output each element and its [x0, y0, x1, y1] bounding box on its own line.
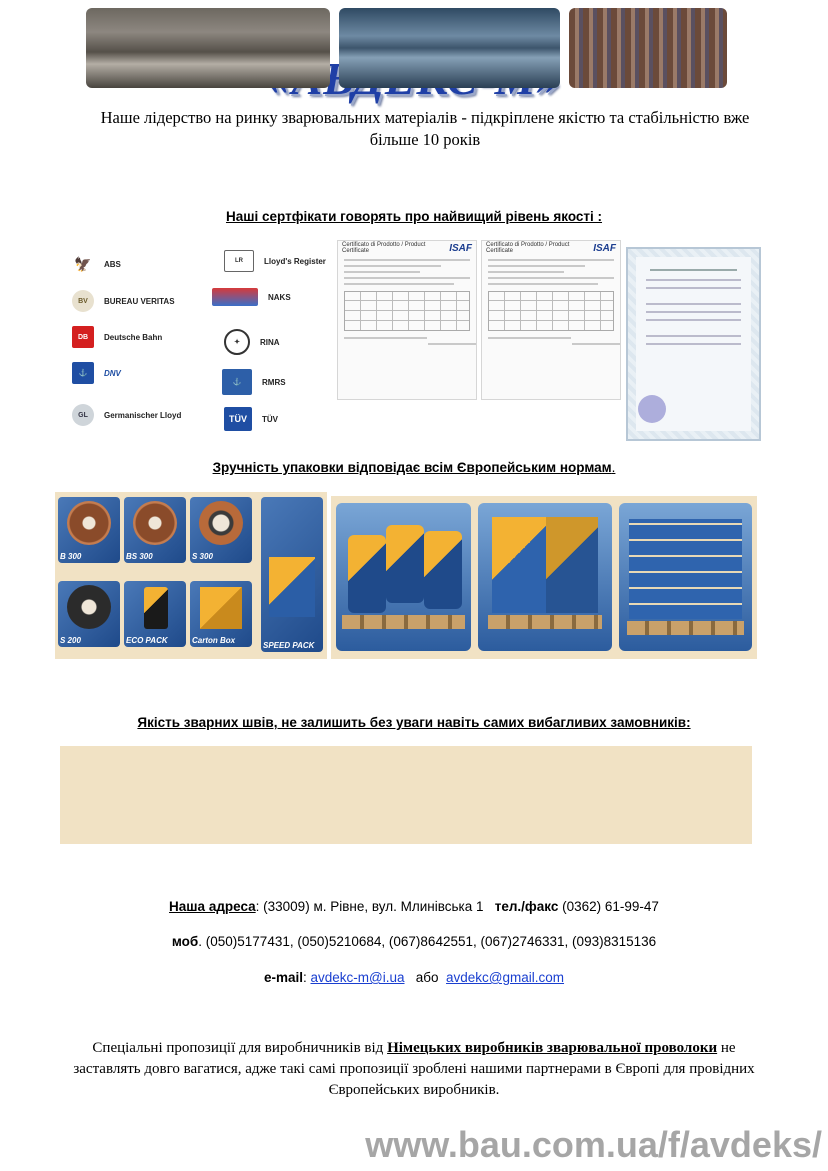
cert-title: Certificato di Prodotto / Product Certificate [342, 242, 426, 254]
mobile-line: моб. (050)5177431, (050)5210684, (067)8642551, (067)2746331, (093)8315136 [171, 934, 657, 949]
product-certificate-2 [481, 240, 621, 400]
conformity-certificate [626, 247, 761, 441]
gl-icon: GL [72, 404, 94, 426]
logo-lloyds-register [224, 250, 326, 272]
logo-label: Germanischer Lloyd [104, 410, 182, 420]
logo-rina [224, 329, 280, 355]
weld-photo-1 [86, 8, 330, 88]
eco-pack-pallet-photo [336, 503, 471, 651]
certificates-heading: Наші сертфікати говорять про найвищий рівень якості : [225, 209, 603, 224]
welds-heading: Якість зварних швів, не залишить без уваги навіть самих вибагливих замовників: [137, 715, 691, 730]
logo-label: Deutsche Bahn [104, 332, 163, 342]
naks-icon [212, 288, 258, 306]
email-line: e-mail: avdekc-m@i.ua або avdekc@gmail.com [263, 970, 565, 985]
logo-label: ABS [104, 259, 121, 269]
eagle-icon: 🦅 [74, 255, 92, 272]
logo-label: RINA [260, 337, 280, 347]
pack-s200: S 200 [58, 581, 120, 647]
stamp-seal [638, 395, 666, 423]
logo-abs [72, 253, 121, 275]
speed-pack-pallet-photo [478, 503, 612, 651]
isaf-logo: ISAF [449, 242, 472, 254]
logo-label: Lloyd's Register [264, 256, 326, 266]
logo-deutsche-bahn [72, 326, 162, 348]
weld-photo-2 [339, 8, 560, 88]
address-line: Наша адреса: (33009) м. Рівне, вул. Млинівська 1 тел./факс (0362) 61-99-47 [169, 899, 659, 914]
tagline: Наше лідерство на ринку зварювальних матеріалів - підкріплене якістю та стабільністю вже більше 10 років [100, 108, 750, 149]
bureau-veritas-icon: BV [72, 290, 94, 312]
logo-bureau-veritas [72, 290, 175, 312]
logo-label: RMRS [262, 377, 286, 387]
isaf-logo: ISAF [593, 242, 616, 254]
logo-dnv [72, 362, 121, 384]
pack-b300: B 300 [58, 497, 120, 563]
weld-photo-3 [569, 8, 727, 88]
site-url[interactable]: www.bau.com.ua/f/avdeks/ [365, 1124, 822, 1165]
pack-s300: S 300 [190, 497, 252, 563]
email-link-2[interactable]: avdekc@gmail.com [446, 970, 565, 985]
packaging-heading: Зручність упаковки відповідає всім Європейським нормам. [212, 460, 616, 475]
logo-label: NAKS [268, 292, 291, 302]
weld-panel [60, 746, 752, 844]
logo-label: BUREAU VERITAS [104, 296, 175, 306]
special-offer: Спеціальні пропозиції для виробничників від Німецьких виробників зварювальної проволоки не заставлять довго вагатися, адже такі самі пропозиції зроблені нашими партнерами в Європі для провідних Європейських виробників. [73, 1040, 755, 1098]
pack-eco: ECO PACK [124, 581, 186, 647]
cert-title: Certificato di Prodotto / Product Certificate [486, 242, 570, 254]
logo-germanischer-lloyd [72, 404, 181, 426]
pack-speed-pack: SPEED PACK [261, 497, 323, 652]
tuv-icon: TÜV [224, 407, 252, 431]
pack-carton-box: Carton Box [190, 581, 252, 647]
logo-label: DNV [104, 368, 121, 378]
product-certificate-1 [337, 240, 477, 400]
lloyds-icon: LR [224, 250, 254, 272]
db-icon: DB [72, 326, 94, 348]
logo-naks [212, 288, 291, 306]
rmrs-icon: ⚓ [222, 369, 252, 395]
dnv-icon: ⚓ [72, 362, 94, 384]
pack-bs300: BS 300 [124, 497, 186, 563]
stacked-pallet-photo [619, 503, 752, 651]
logo-tuv [224, 407, 278, 431]
logo-label: TÜV [262, 414, 278, 424]
logo-rmrs [222, 369, 286, 395]
email-link-1[interactable]: avdekc-m@i.ua [310, 970, 405, 985]
rina-icon: ✦ [224, 329, 250, 355]
